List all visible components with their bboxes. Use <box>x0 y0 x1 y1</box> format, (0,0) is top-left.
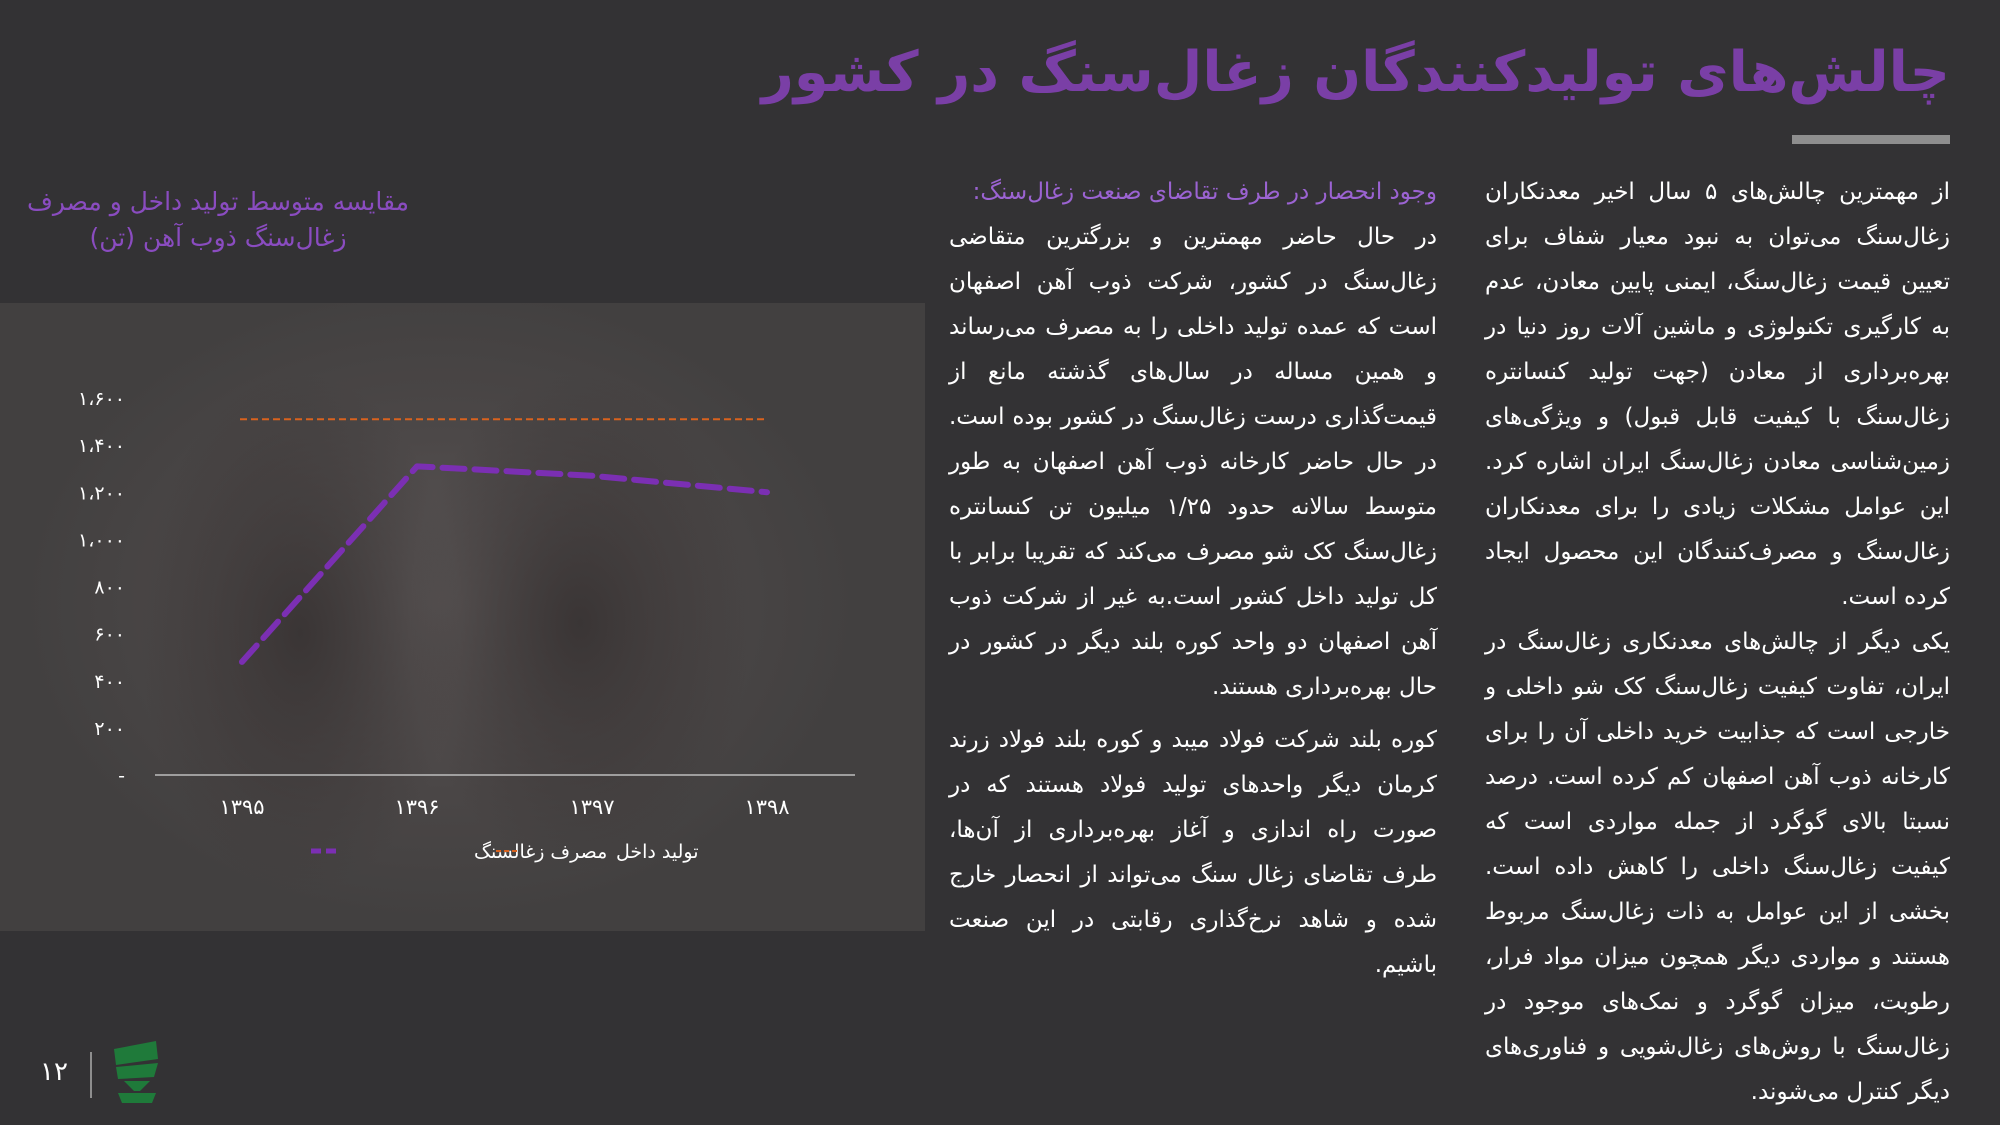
y-tick-label: ۶۰۰ <box>94 623 125 646</box>
y-tick-label: ۱،۶۰۰ <box>78 388 125 410</box>
x-tick-label: ۱۳۹۶ <box>394 795 440 819</box>
company-logo-icon <box>110 1037 162 1111</box>
y-tick-label: - <box>118 765 125 787</box>
x-tick-label: ۱۳۹۷ <box>569 795 615 819</box>
legend-label-consumption: مصرف زغالسنگ <box>474 841 608 863</box>
y-tick-label: ۸۰۰ <box>94 576 125 599</box>
right-text-column <box>1485 170 1950 1115</box>
middle-heading: وجود انحصار در طرف تقاضای صنعت زغال‌سنگ: <box>972 179 1437 205</box>
y-tick-label: ۱،۰۰۰ <box>78 529 125 552</box>
middle-paragraph-1: در حال حاضر مهمترین و بزرگترین متقاضی زغال‌سنگ در کشور، شرکت ذوب آهن اصفهان است که عمده تولید داخلی را به مصرف می‌رساند و همین مساله در سال‌های گذشته مانع از قیمت‌گذاری درست زغال‌سنگ در کشور بوده است. در حال حاضر کارخانه ذوب آهن اصفهان به طور متوسط سالانه حدود ۱/۲۵ میلیون تن کنسانتره زغال‌سنگ کک شو مصرف می‌کند که تقریبا برابر با کل تولید داخل کشور است.به غیر از شرکت ذوب آهن اصفهان دو واحد کوره بلند دیگر در کشور در حال بهره‌برداری هستند. <box>949 224 1437 700</box>
series-line-consumption <box>242 466 767 662</box>
footer-separator <box>90 1052 92 1098</box>
legend-label-production: تولید داخل <box>616 841 699 863</box>
chart-panel <box>0 303 925 931</box>
page-number: ۱۲ <box>40 1057 68 1087</box>
y-tick-label: ۲۰۰ <box>94 717 125 740</box>
y-tick-label: ۱،۴۰۰ <box>78 435 125 458</box>
middle-paragraph-2: کوره بلند شرکت فولاد میبد و کوره بلند فولاد زرند کرمان دیگر واحدهای تولید فولاد هستند که در صورت راه اندازی و آغاز بهره‌برداری از آن‌ها، طرف تقاضای زغال سنگ می‌تواند از انحصار خارج شده و شاهد نرخ‌گذاری رقابتی در این صنعت باشیم. <box>949 727 1437 978</box>
y-tick-label: ۴۰۰ <box>94 670 125 693</box>
chart-title: مقایسه متوسط تولید داخل و مصرف زغال‌سنگ ذوب آهن (تن) <box>26 187 410 252</box>
y-tick-label: ۱،۲۰۰ <box>78 482 125 505</box>
right-paragraph-1: از مهمترین چالش‌های ۵ سال اخیر معدنکاران زغال‌سنگ می‌توان به نبود معیار شفاف برای تعیین قیمت زغال‌سنگ، ایمنی پایین معادن، عدم به کارگیری تکنولوژی و ماشین آلات روز دنیا در بهره‌برداری از معادن (جهت تولید کنسانتره زغال‌سنگ با کیفیت قابل قبول) و ویژگی‌های زمین‌شناسی معادن زغال‌سنگ ایران اشاره کرد. این عوامل مشکلات زیادی را برای معدنکاران زغال‌سنگ و مصرف‌کنندگان این محصول ایجاد کرده است. <box>1485 179 1950 610</box>
x-tick-label: ۱۳۹۵ <box>219 795 265 819</box>
x-tick-label: ۱۳۹۸ <box>744 795 790 819</box>
title-underline <box>1792 135 1950 144</box>
right-paragraph-2: یکی دیگر از چالش‌های معدنکاری زغال‌سنگ در ایران، تفاوت کیفیت زغال‌سنگ کک شو داخلی و خارجی است که جذابیت خرید داخلی آن را برای کارخانه ذوب آهن اصفهان کم کرده است. درصد نسبتا بالای گوگرد از جمله مواردی است که کیفیت زغال‌سنگ داخلی را کاهش داده است. بخشی از این عوامل به ذات زغال‌سنگ مربوط هستند و مواردی دیگر همچون میزان مواد فرار، رطوبت، میزان گوگرد و نمک‌های موجود در زغال‌سنگ با روش‌های زغال‌شویی و فناوری‌های دیگر کنترل می‌شوند. <box>1485 629 1950 1105</box>
line-chart <box>0 303 925 931</box>
slide-title: چالش‌های تولیدکنندگان زغال‌سنگ در کشور <box>761 40 1950 105</box>
middle-text-column <box>949 170 1437 988</box>
